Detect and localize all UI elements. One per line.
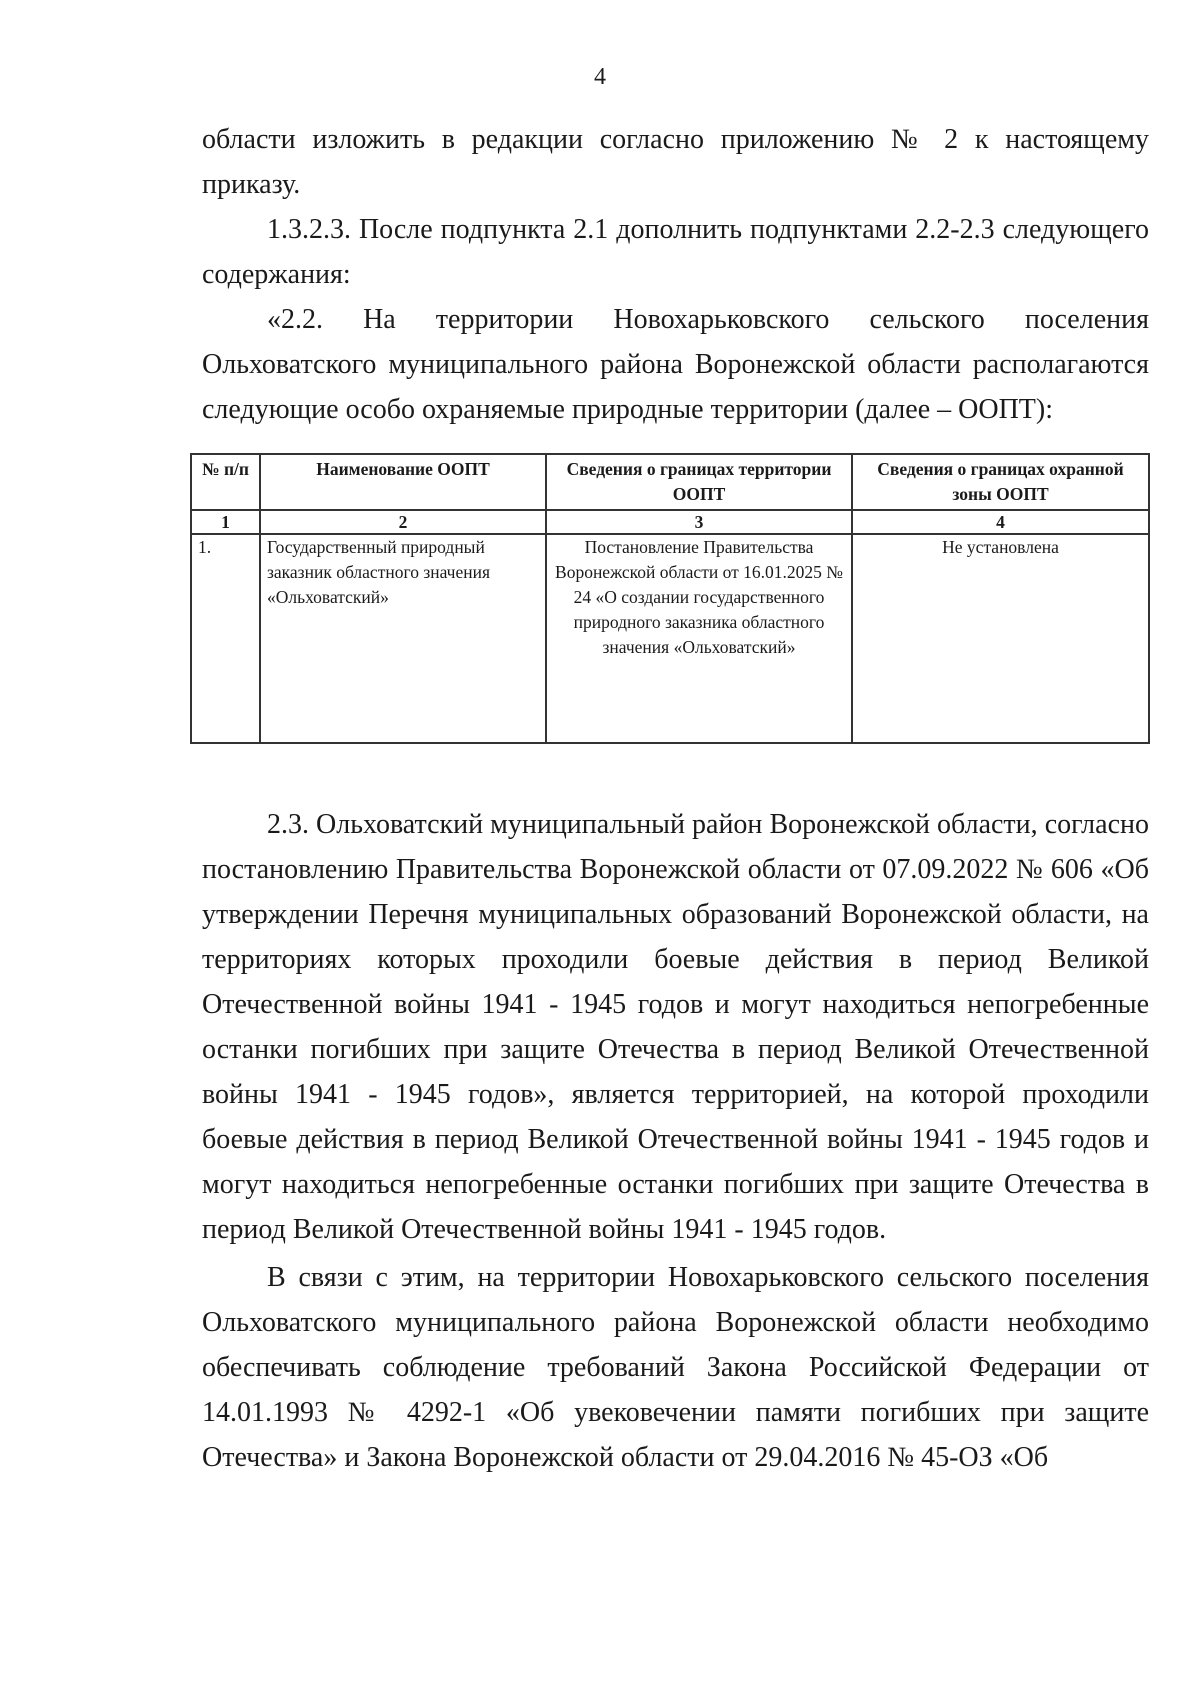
page-number: 4 [594, 64, 606, 90]
table-row [191, 534, 1149, 743]
column-number-cell: 1 [191, 510, 260, 534]
column-number-cell: 4 [852, 510, 1149, 534]
table-header-cell: № п/п [191, 454, 260, 510]
paragraph: 2.3. Ольховатский муниципальный район Воронежской области, согласно постановлению Правительства Воронежской области от 07.09.2022 № 606 «Об утверждении Перечня муниципальных образований Воронежской области, на территориях которых проходили боевые действия в период Великой Отечественной войны 1941 - 1945 годов и могут находиться непогребенные останки погибших при защите Отечества в период Великой Отечественной войны 1941 - 1945 годов», является территорией, на которой проходили боевые действия в период Великой Отечественной войны 1941 - 1945 годов и могут находиться непогребенные останки погибших при защите Отечества в период Великой Отечественной войны 1941 - 1945 годов. [202, 809, 1149, 1245]
paragraph: области изложить в редакции согласно приложению № 2 к настоящему приказу. [202, 124, 1149, 200]
paragraph: «2.2. На территории Новохарьковского сельского поселения Ольховатского муниципального района Воронежской области располагаются следующие особо охраняемые природные территории (далее – ООПТ): [202, 304, 1149, 425]
paragraph: В связи с этим, на территории Новохарьковского сельского поселения Ольховатского муниципального района Воронежской области необходимо обеспечивать соблюдение требований Закона Российской Федерации от 14.01.1993 № 4292-1 «Об увековечении памяти погибших при защите Отечества» и Закона Воронежской области от 29.04.2016 № 45-ОЗ «Об [202, 1262, 1149, 1473]
protection-zone-cell: Не установлена [852, 534, 1149, 743]
table-header-cell: Сведения о границах охранной зоны ООПТ [852, 454, 1149, 510]
oopt-name-cell: Государственный природный заказник областного значения «Ольховатский» [260, 534, 546, 743]
table-header-cell: Сведения о границах территории ООПТ [546, 454, 852, 510]
row-number-cell: 1. [191, 534, 260, 743]
oopt-table [190, 453, 1150, 744]
table-header-cell: Наименование ООПТ [260, 454, 546, 510]
territory-bounds-cell: Постановление Правительства Воронежской области от 16.01.2025 № 24 «О создании государственного природного заказника областного значения «Ольховатский» [546, 534, 852, 743]
text-block-bottom [202, 802, 1149, 1480]
column-number-cell: 2 [260, 510, 546, 534]
text-block-top [202, 117, 1149, 432]
table-header-row [191, 454, 1149, 510]
table-column-number-row [191, 510, 1149, 534]
paragraph: 1.3.2.3. После подпункта 2.1 дополнить подпунктами 2.2-2.3 следующего содержания: [202, 214, 1149, 290]
column-number-cell: 3 [546, 510, 852, 534]
